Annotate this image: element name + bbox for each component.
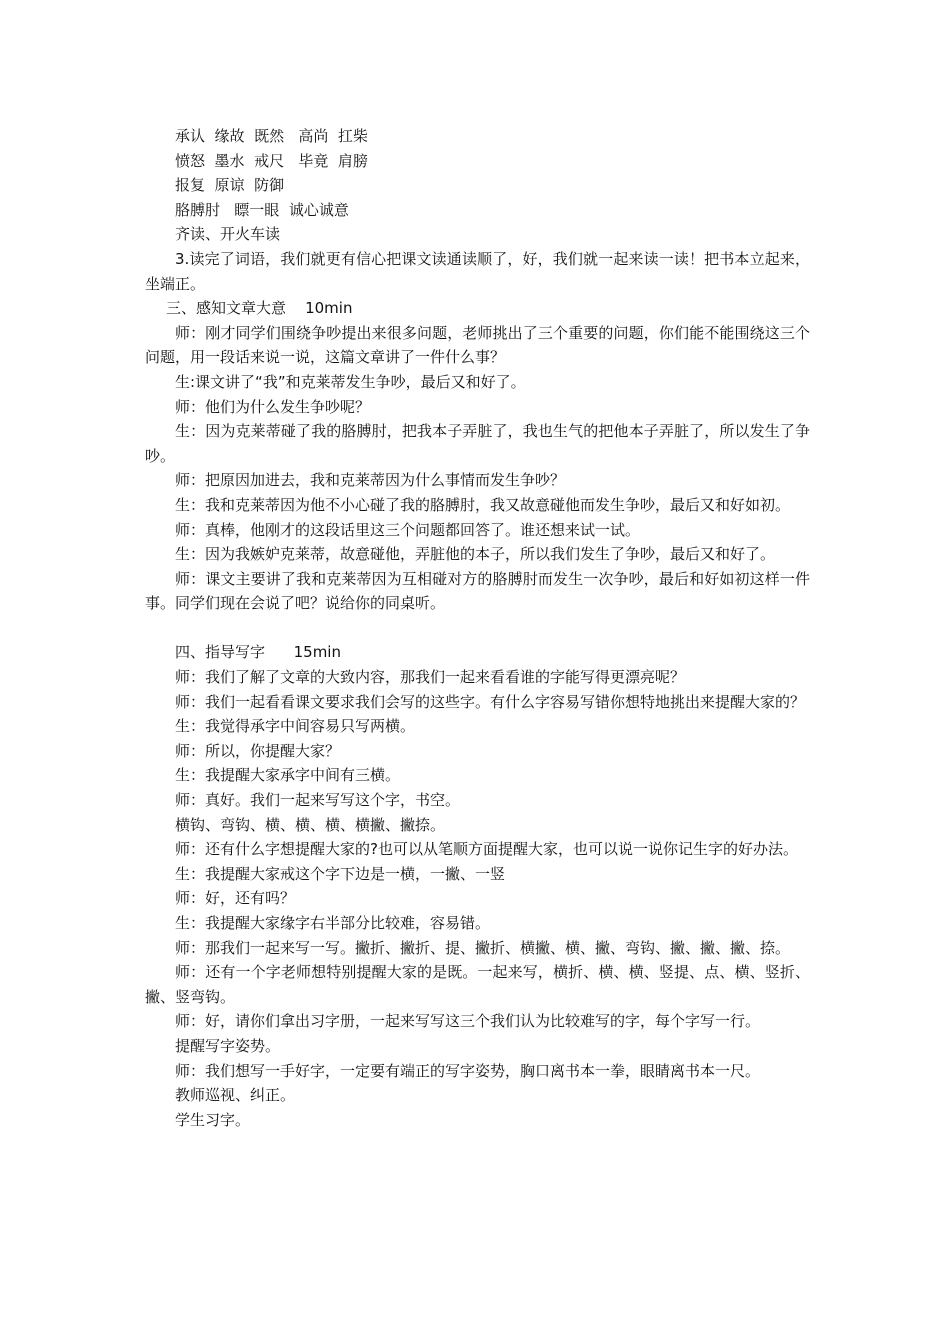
- stroke-order-line: 横钩、弯钩、横、横、横、横撇、撇捺。: [175, 815, 446, 834]
- section-heading-3: 三、感知文章大意 10min: [166, 299, 353, 318]
- dialogue-line: 生：我提醒大家承字中间有三横。: [175, 766, 401, 785]
- dialogue-line: 生：我提醒大家缘字右半部分比较难，容易错。: [175, 914, 491, 932]
- vocab-line-3: 报复 原谅 防御: [175, 176, 285, 195]
- dialogue-line: 师：所以，你提醒大家？: [175, 741, 341, 760]
- dialogue-line: 师：我们想写一手好字，一定要有端正的写字姿势，胸口离书本一拳，眼睛离书本一尺。: [175, 1061, 761, 1080]
- vocab-line-2: 愤怒 墨水 戒尺 毕竟 肩膀: [175, 151, 368, 170]
- dialogue-line: 生：因为我嫉妒克莱蒂，故意碰他，弄脏他的本子，所以我们发生了争吵，最后又和好了。: [175, 545, 776, 564]
- dialogue-line: 师：课文主要讲了我和克莱蒂因为互相碰对方的胳膊肘而发生一次争吵，最后和好如初这样一件事。同学们现在会说了吧？说给你的同桌听。: [145, 569, 810, 613]
- dialogue-line: 师：好，请你们拿出习字册，一起来写写这三个我们认为比较难写的字，每个字写一行。: [175, 1012, 761, 1031]
- instruction-line: 提醒写字姿势。: [175, 1036, 281, 1055]
- dialogue-line: 生：因为克莱蒂碰了我的胳膊肘，把我本子弄脏了，我也生气的把他本子弄脏了，所以发生了争吵。: [145, 422, 810, 465]
- dialogue-line: 生:课文讲了“我”和克莱蒂发生争吵，最后又和好了。: [175, 372, 526, 391]
- dialogue-line: 生：我和克莱蒂因为他不小心碰了我的胳膊肘，我又故意碰他而发生争吵，最后又和好如初。: [175, 495, 791, 514]
- dialogue-line: 生：我觉得承字中间容易只写两横。: [175, 717, 416, 736]
- dialogue-line: 师：还有什么字想提醒大家的?也可以从笔顺方面提醒大家，也可以说一说你记生字的好办法。: [175, 840, 798, 859]
- dialogue-line: 师：把原因加进去，我和克莱蒂因为什么事情而发生争吵？: [175, 471, 566, 490]
- instruction-line: 学生习字。: [175, 1110, 251, 1129]
- dialogue-line: 生：我提醒大家戒这个字下边是一横，一撇、一竖: [175, 864, 506, 883]
- dialogue-line: 师：还有一个字老师想特别提醒大家的是既。一起来写，横折、横、横、竖提、点、横、竖折、撇、竖弯钩。: [145, 963, 810, 1006]
- dialogue-line: 师：那我们一起来写一写。撇折、撇折、提、撇折、横撇、横、撇、弯钩、撇、撇、撇、捺。: [175, 938, 791, 957]
- dialogue-line: 师：我们了解了文章的大致内容，那我们一起来看看谁的字能写得更漂亮呢？: [175, 668, 686, 687]
- vocab-line-1: 承认 缘故 既然 高尚 扛柴: [175, 127, 368, 145]
- dialogue-line: 师：真好。我们一起来写写这个字，书空。: [175, 791, 461, 810]
- vocab-line-4: 胳膊肘 瞟一眼 诚心诚意: [175, 200, 349, 219]
- dialogue-line: 师：真棒，他刚才的这段话里这三个问题都回答了。谁还想来试一试。: [175, 520, 641, 539]
- dialogue-line: 师：他们为什么发生争吵呢？: [175, 397, 371, 416]
- section-heading-4: 四、指导写字 15min: [175, 643, 341, 662]
- document-body: [145, 124, 810, 1132]
- reading-instruction: 齐读、开火车读: [175, 225, 281, 244]
- dialogue-line: 师：好，还有吗？: [175, 889, 296, 908]
- dialogue-line: 师：刚才同学们围绕争吵提出来很多问题，老师挑出了三个重要的问题，你们能不能围绕这三个问题，用一段话来说一说，这篇文章讲了一件什么事？: [145, 323, 810, 367]
- paragraph-step-3: 3.读完了词语，我们就更有信心把课文读通读顺了，好，我们就一起来读一读！把书本立起来，坐端正。: [145, 249, 810, 293]
- dialogue-line: 师：我们一起看看课文要求我们会写的这些字。有什么字容易写错你想特地挑出来提醒大家的？: [175, 692, 806, 711]
- blank-line: [145, 616, 810, 641]
- instruction-line: 教师巡视、纠正。: [175, 1086, 296, 1105]
